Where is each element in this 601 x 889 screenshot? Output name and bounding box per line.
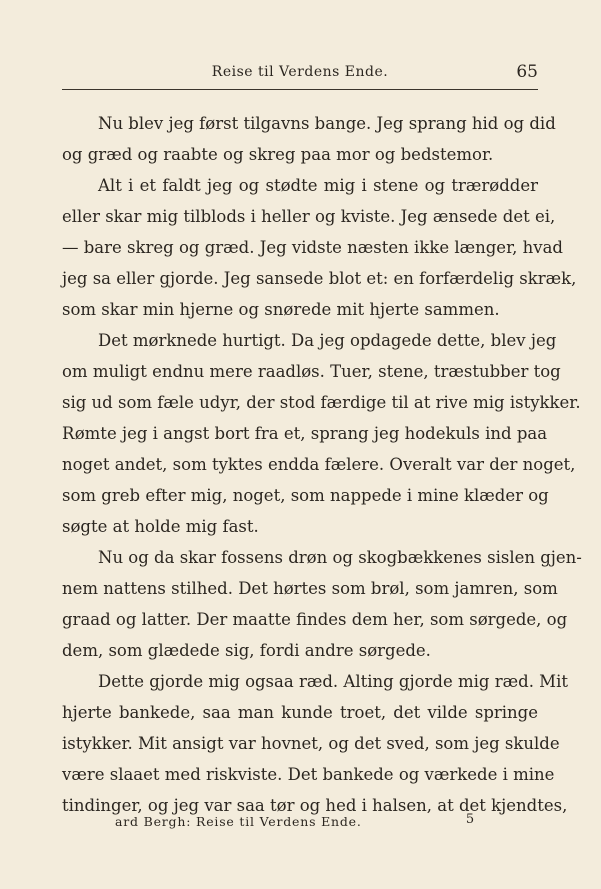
text-line: jeg sa eller gjorde. Jeg sansede blot et: en forfærdelig skræk, [62,269,577,288]
header-rule [62,89,538,90]
text-line: eller skar mig tilblods i heller og kviste. Jeg ænsede det ei, [62,207,556,226]
page-number: 65 [516,62,538,82]
text-line: søgte at holde mig fast. [62,517,259,536]
text-line: som skar min hjerne og snørede mit hjerte sammen. [62,300,500,319]
text-line: om muligt endnu mere raadløs. Tuer, stene, træstubber tog [62,362,561,381]
body-text [62,108,582,821]
signature-line: ard Bergh: Reise til Verdens Ende. [115,814,362,829]
text-line: Rømte jeg i angst bort fra et, sprang jeg hodekuls ind paa [62,424,548,443]
page-footer [115,812,475,832]
text-line: nem nattens stilhed. Det hørtes som brøl, som jamren, som [62,579,558,598]
text-line: hjerte bankede, saa man kunde troet, det vilde springe [62,703,538,722]
page-header [62,62,538,86]
text-line: dem, som glædede sig, fordi andre sørgede. [62,641,431,660]
text-line: — bare skreg og græd. Jeg vidste næsten ikke længer, hvad [62,238,563,257]
text-line: Alt i et faldt jeg og stødte mig i stene og trærødder [98,176,538,195]
text-line: Det mørknede hurtigt. Da jeg opdagede dette, blev jeg [98,331,557,350]
text-line: og græd og raabte og skreg paa mor og bedstemor. [62,145,494,164]
text-line: Nu blev jeg først tilgavns bange. Jeg sprang hid og did [98,114,556,133]
text-line: istykker. Mit ansigt var hovnet, og det sved, som jeg skulde [62,734,560,753]
running-title: Reise til Verdens Ende. [211,64,389,80]
text-line: graad og latter. Der maatte findes dem her, som sørgede, og [62,610,568,629]
text-line: være slaaet med riskviste. Det bankede og værkede i mine [62,765,555,784]
sheet-mark: 5 [465,812,475,827]
text-line: som greb efter mig, noget, som nappede i mine klæder og [62,486,549,505]
text-line: noget andet, som tyktes endda fælere. Overalt var der noget, [62,455,576,474]
text-line: Nu og da skar fossens drøn og skogbækkenes sislen gjen- [98,548,582,567]
text-line: tindinger, og jeg var saa tør og hed i halsen, at det kjendtes, [62,796,568,815]
text-line: sig ud som fæle udyr, der stod færdige til at rive mig istykker. [62,393,581,412]
text-line: Dette gjorde mig ogsaa ræd. Alting gjorde mig ræd. Mit [98,672,568,691]
